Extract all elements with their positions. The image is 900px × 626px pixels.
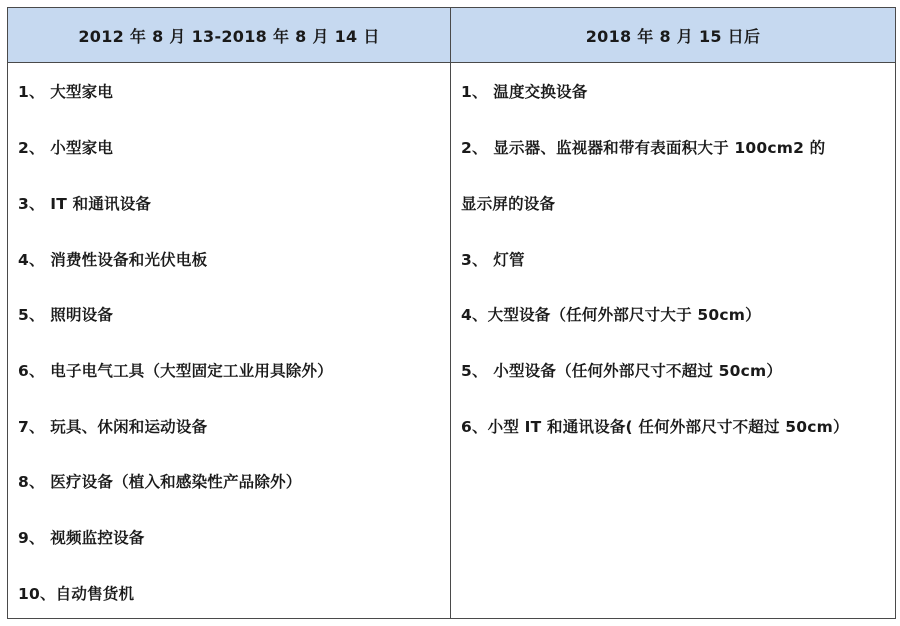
left-item-3: 3、 IT 和通讯设备 [18, 195, 152, 213]
right-category-column [451, 63, 895, 618]
comparison-table [7, 7, 896, 619]
left-item-8: 8、 医疗设备（植入和感染性产品除外） [18, 473, 302, 491]
left-item-1: 1、 大型家电 [18, 83, 114, 101]
left-item-6: 6、 电子电气工具（大型固定工业用具除外） [18, 362, 333, 380]
header-left-text: 2012 年 8 月 13-2018 年 8 月 14 日 [78, 26, 380, 46]
right-item-1: 1、 温度交换设备 [461, 83, 588, 101]
right-item-5: 5、 小型设备（任何外部尺寸不超过 50cm） [461, 362, 783, 380]
left-item-4: 4、 消费性设备和光伏电板 [18, 251, 208, 269]
right-item-6: 6、小型 IT 和通讯设备( 任何外部尺寸不超过 50cm） [461, 418, 849, 436]
right-item-2-continued: 显示屏的设备 [461, 195, 556, 213]
right-item-3: 3、 灯管 [461, 251, 525, 269]
header-right-text: 2018 年 8 月 15 日后 [585, 26, 761, 46]
left-item-10: 10、自动售货机 [18, 585, 135, 603]
left-item-2: 2、 小型家电 [18, 139, 114, 157]
header-period-2012-2018 [8, 8, 451, 63]
left-item-7: 7、 玩具、休闲和运动设备 [18, 418, 208, 436]
left-category-column [8, 63, 451, 618]
left-item-9: 9、 视频监控设备 [18, 529, 145, 547]
right-item-4: 4、大型设备（任何外部尺寸大于 50cm） [461, 306, 761, 324]
right-item-2: 2、 显示器、监视器和带有表面积大于 100cm2 的 [461, 139, 826, 157]
left-item-5: 5、 照明设备 [18, 306, 114, 324]
header-period-after-2018 [451, 8, 895, 63]
